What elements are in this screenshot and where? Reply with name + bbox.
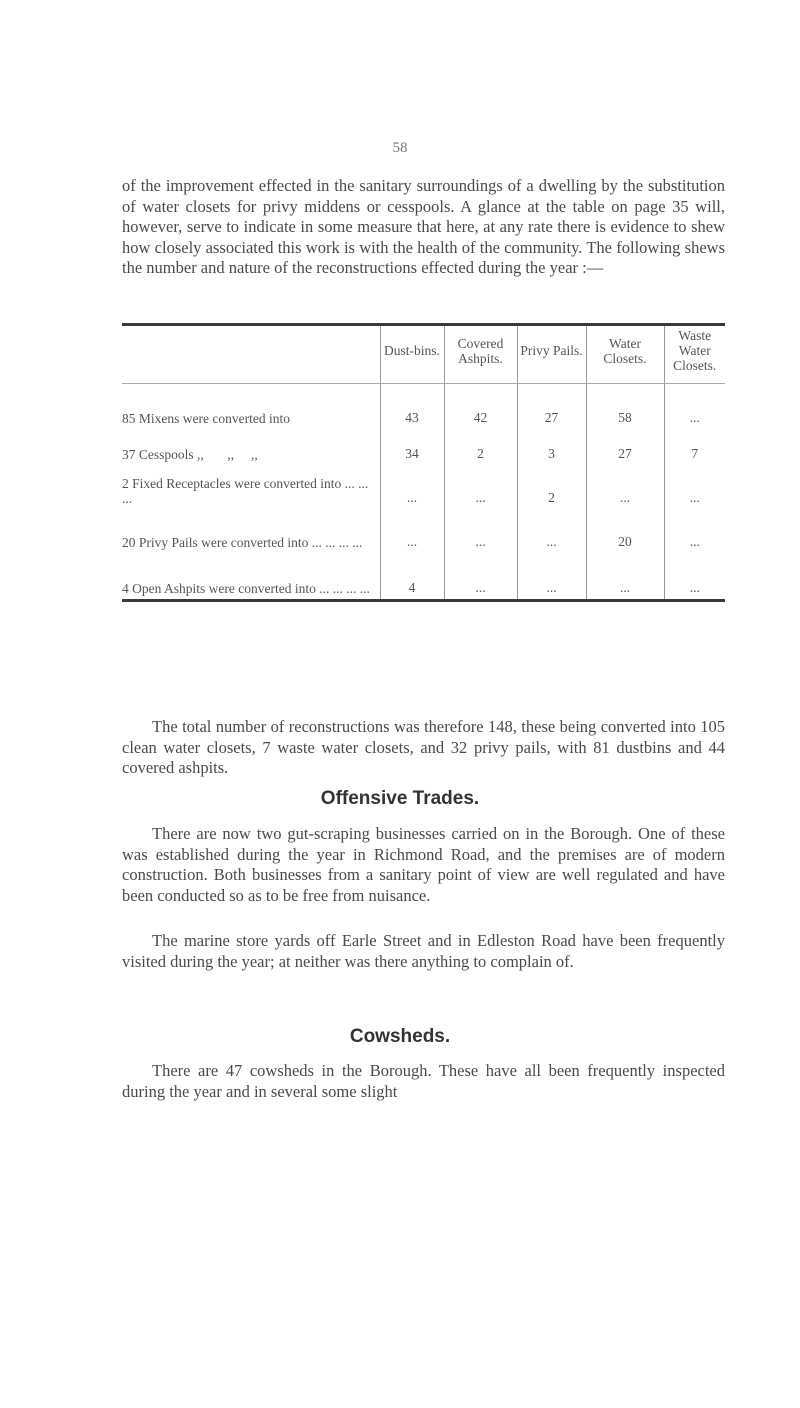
header-water-closets: Water Closets.	[586, 326, 664, 384]
cell-dustbins: 4	[380, 550, 444, 599]
cell-dustbins: 34	[380, 426, 444, 462]
cell-dustbins: 43	[380, 384, 444, 427]
cell-pails: 27	[517, 384, 586, 427]
row-description: 85 Mixens were converted into	[122, 411, 290, 426]
cell-ashpits: 42	[444, 384, 517, 427]
cell-waste: ...	[664, 506, 725, 550]
header-waste-water-closets: Waste Water Closets.	[664, 326, 725, 384]
table-row	[122, 506, 725, 550]
cell-closets: 58	[586, 384, 664, 427]
row-description: 37 Cesspools ,, ,, ,,	[122, 447, 258, 462]
cell-waste: ...	[664, 550, 725, 599]
cell-ashpits: ...	[444, 462, 517, 506]
cowsheds-heading: Cowsheds.	[349, 1026, 451, 1047]
offensive-trades-paragraph-1: There are now two gut-scraping businesses carried on in the Borough. One of these was established during the year in Richmond Road, and the premises are of modern construction. Both businesses from a sanitary point of view are well regulated and have been conducted so as to be free from nuisance.	[122, 824, 725, 905]
table-row	[122, 462, 725, 506]
header-covered-ashpits: Covered Ashpits.	[444, 326, 517, 384]
page-number: 58	[392, 140, 408, 156]
table-row	[122, 426, 725, 462]
cell-waste: ...	[664, 384, 725, 427]
table-header-row	[122, 326, 725, 384]
row-description: 2 Fixed Receptacles were converted into ... ... ...	[122, 476, 369, 506]
total-paragraph: The total number of reconstructions was therefore 148, these being converted into 105 clean water closets, 7 waste water closets, and 32 privy pails, with 81 dustbins and 44 covered ashpits.	[122, 717, 725, 777]
reconstructions-table	[122, 323, 725, 602]
cell-pails: ...	[517, 550, 586, 599]
cell-closets: 20	[586, 506, 664, 550]
cell-waste: 7	[664, 426, 725, 462]
table-row	[122, 384, 725, 427]
cowsheds-paragraph: There are 47 cowsheds in the Borough. These have all been frequently inspected during the year and in several some slight	[122, 1061, 725, 1101]
offensive-trades-heading: Offensive Trades.	[320, 788, 480, 809]
cell-closets: ...	[586, 550, 664, 599]
cell-pails: 3	[517, 426, 586, 462]
row-description: 20 Privy Pails were converted into ... ... ... ...	[122, 535, 363, 550]
offensive-trades-paragraph-2: The marine store yards off Earle Street and in Edleston Road have been frequently visited during the year; at neither was there anything to complain of.	[122, 931, 725, 971]
header-privy-pails: Privy Pails.	[517, 326, 586, 384]
cell-pails: 2	[517, 462, 586, 506]
cell-closets: ...	[586, 462, 664, 506]
cell-waste: ...	[664, 462, 725, 506]
cell-ashpits: 2	[444, 426, 517, 462]
intro-paragraph: of the improvement effected in the sanitary surroundings of a dwelling by the substitution of water closets for privy middens or cesspools. A glance at the table on page 35 will, however, serve to indicate in some measure that here, at any rate there is evidence to shew how closely associated this work is with the health of the community. The following shews the number and nature of the reconstructions effected during the year :—	[122, 176, 725, 277]
cell-closets: 27	[586, 426, 664, 462]
header-dustbins: Dust-bins.	[380, 326, 444, 384]
cell-dustbins: ...	[380, 506, 444, 550]
cell-pails: ...	[517, 506, 586, 550]
header-description	[122, 326, 380, 384]
row-description: 4 Open Ashpits were converted into ... ... ... ...	[122, 581, 370, 596]
table-row	[122, 550, 725, 599]
cell-ashpits: ...	[444, 506, 517, 550]
cell-dustbins: ...	[380, 462, 444, 506]
cell-ashpits: ...	[444, 550, 517, 599]
